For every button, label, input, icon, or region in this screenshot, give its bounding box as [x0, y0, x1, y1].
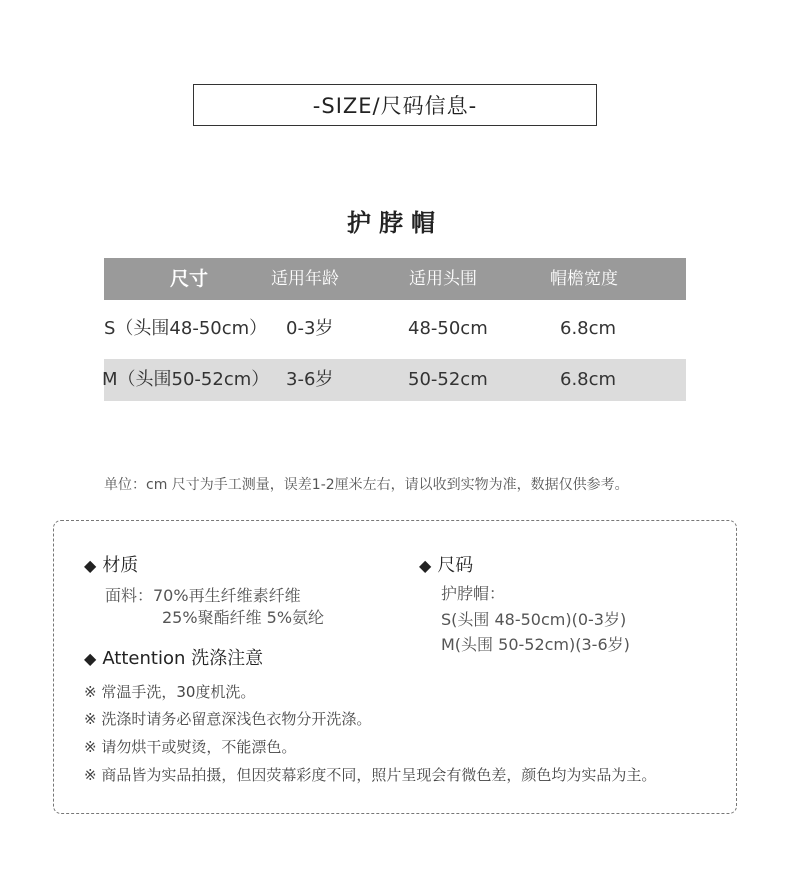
header-age: 适用年龄: [271, 269, 339, 289]
attention-heading: [84, 644, 263, 670]
material-line-2: 25%聚酯纤维 5%氨纶: [162, 608, 325, 627]
diamond-icon: ◆: [84, 556, 97, 575]
cell-size: S（头围48-50cm）: [104, 318, 268, 339]
care-note: ※ 请勿烘干或熨烫，不能漂色。: [84, 738, 297, 756]
size-m-info: M(头围 50-52cm)(3-6岁): [441, 635, 630, 654]
info-box: [53, 520, 737, 814]
diamond-icon: ◆: [419, 556, 432, 575]
section-title: [193, 84, 597, 126]
header-brim-width: 帽檐宽度: [550, 269, 618, 289]
header-head-circumference: 适用头围: [409, 269, 477, 289]
header-size: 尺寸: [170, 268, 209, 290]
size-product-label: 护脖帽：: [441, 584, 506, 603]
product-name: 护脖帽: [347, 209, 443, 237]
section-title-text: -SIZE/尺码信息-: [312, 94, 478, 118]
unit-note: 单位：cm 尺寸为手工测量，误差1-2厘米左右，请以收到实物为准，数据仅供参考。: [104, 477, 629, 493]
cell-age: 3-6岁: [286, 369, 334, 390]
cell-size: M（头围50-52cm）: [102, 369, 270, 390]
attention-heading-text: Attention 洗涤注意: [102, 648, 264, 669]
material-heading: [84, 551, 138, 577]
care-note: ※ 洗涤时请务必留意深浅色衣物分开洗涤。: [84, 710, 372, 728]
size-heading-text: 尺码: [437, 555, 474, 576]
care-note: ※ 常温手洗，30度机洗。: [84, 683, 256, 701]
table-header: [104, 258, 686, 300]
size-table: [104, 258, 686, 401]
table-row: [104, 308, 686, 350]
cell-head-circumference: 48-50cm: [408, 318, 488, 339]
size-s-info: S(头围 48-50cm)(0-3岁): [441, 610, 627, 629]
diamond-icon: ◆: [84, 649, 97, 668]
table-row: [104, 359, 686, 401]
cell-brim-width: 6.8cm: [560, 369, 617, 390]
size-heading: [419, 551, 473, 577]
cell-head-circumference: 50-52cm: [408, 369, 488, 390]
cell-brim-width: 6.8cm: [560, 318, 617, 339]
material-line-1: 面料：70%再生纤维素纤维: [105, 586, 301, 605]
material-heading-text: 材质: [102, 555, 139, 576]
care-note: ※ 商品皆为实品拍摄，但因荧幕彩度不同，照片呈现会有微色差，颜色均为实品为主。: [84, 766, 657, 784]
cell-age: 0-3岁: [286, 318, 334, 339]
